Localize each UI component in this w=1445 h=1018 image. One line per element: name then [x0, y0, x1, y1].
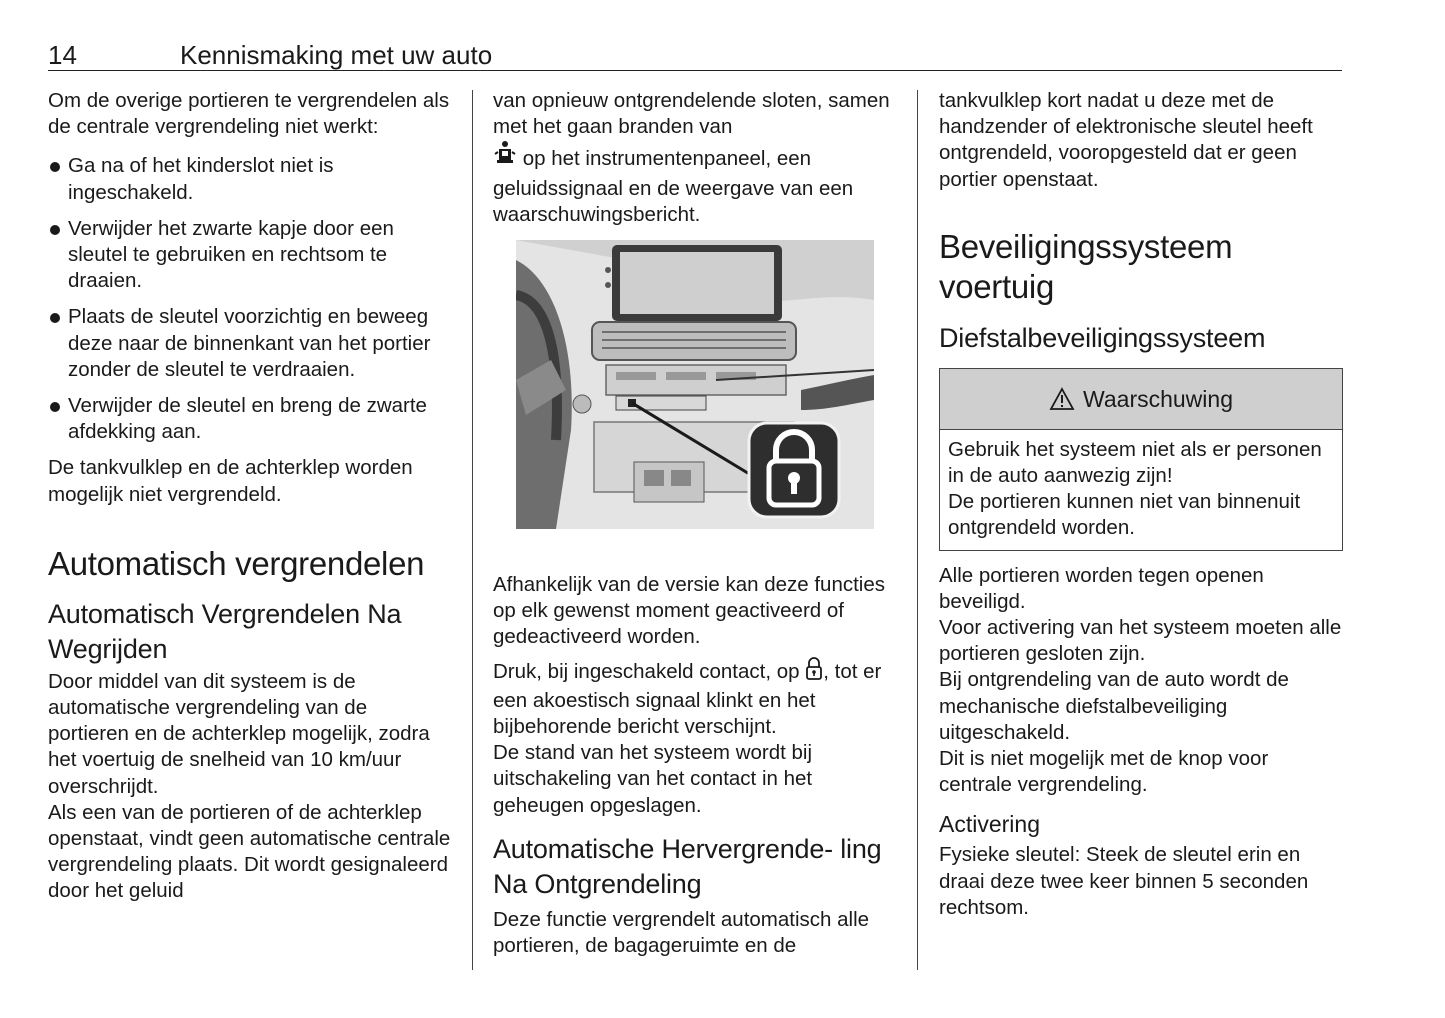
minor-heading: Activering [939, 811, 1040, 838]
warning-header [940, 369, 1342, 430]
list-item: Verwijder de sleutel en breng de zwarte afdekking aan. [48, 393, 453, 445]
intro-paragraph: Om de overige portieren te vergrendelen als de centrale vergrendeling niet werkt: [48, 89, 450, 139]
body-paragraph: Als een van de portieren of de achterklep openstaat, vindt geen automatische centrale vergrendeling plaats. Dit wordt gesignaleerd door het geluid [48, 800, 451, 903]
warning-body: Gebruik het systeem niet als er personen in de auto aanwezig zijn! De portieren kunnen niet van binnenuit ontgrendeld worden. [948, 437, 1322, 540]
warning-title: Waarschuwing [1083, 385, 1233, 412]
body-paragraph: Druk, bij ingeschakeld contact, op , tot er een akoestisch signaal klinkt en het bijbehorende bericht verschijnt. [493, 657, 893, 741]
body-paragraph: Fysieke sleutel: Steek de sleutel erin en draai deze twee keer binnen 5 seconden rechtsom. [939, 843, 1309, 919]
body-paragraph: De stand van het systeem wordt bij uitschakeling van het contact in het geheugen opgeslagen. [493, 741, 813, 817]
dashboard-illustration [516, 240, 874, 529]
body-paragraph: Dit is niet mogelijk met de knop voor centrale vergrendeling. [939, 747, 1269, 797]
body-paragraph: Bij ontgrendeling van de auto wordt de mechanische diefstalbeveiliging uitgeschakeld. [939, 668, 1289, 744]
column-3 [939, 88, 1343, 921]
section-heading: Beveiligingssysteem voertuig [939, 227, 1233, 305]
body-paragraph: Door middel van dit systeem is de automatische vergrendeling van de portieren en de achterklep mogelijk, zodra het voertuig de snelheid van 10 km/uur overschrijdt. [48, 669, 430, 798]
list-item: Plaats de sleutel voorzichtig en beweeg deze naar de binnenkant van het portier zonder de sleutel te verdraaien. [48, 304, 453, 383]
bullet-icon [50, 162, 60, 172]
warning-box [939, 368, 1343, 551]
bullet-icon [50, 225, 60, 235]
column-divider [917, 90, 918, 970]
body-paragraph: Voor activering van het systeem moeten alle portieren gesloten zijn. [939, 616, 1342, 666]
body-paragraph: tankvulklep kort nadat u deze met de handzender of elektronische sleutel heeft ontgrendeld, vooropgesteld dat er geen portier openstaat. [939, 89, 1313, 191]
subsection-heading: Automatische Hervergrende- ling Na Ontgrendeling [493, 833, 882, 899]
section-heading: Automatisch vergrendelen [48, 544, 425, 582]
list-item: Ga na of het kinderslot niet is ingeschakeld. [48, 153, 453, 205]
lock-button-icon [805, 657, 823, 688]
page-number: 14 [48, 40, 77, 70]
page-header [48, 36, 1342, 71]
body-paragraph: van opnieuw ontgrendelende sloten, samen met het gaan branden van op het instrumentenpaneel, een geluidssignaal en de weergave van een waarschuwingsbericht. [493, 89, 890, 226]
door-lock-warning-icon [493, 140, 517, 175]
page-title: Kennismaking met uw auto [180, 40, 493, 70]
bullet-icon [50, 313, 60, 323]
body-paragraph: Afhankelijk van de versie kan deze functies op elk gewenst moment geactiveerd of gedeactiveerd worden. [493, 573, 886, 649]
column-1 [48, 88, 453, 905]
bullet-icon [50, 402, 60, 412]
column-divider [472, 90, 473, 970]
body-paragraph: Deze functie vergrendelt automatisch alle portieren, de bagageruimte en de [493, 907, 870, 958]
warning-triangle-icon [1049, 387, 1075, 411]
subsection-heading: Diefstalbeveiligingssysteem [939, 322, 1266, 353]
bullet-list [48, 153, 453, 445]
body-paragraph: Alle portieren worden tegen openen beveiligd. [939, 563, 1264, 613]
column-2 [493, 88, 893, 959]
subsection-heading: Automatisch Vergrendelen Na Wegrijden [48, 598, 402, 664]
list-item: Verwijder het zwarte kapje door een sleutel te gebruiken en rechtsom te draaien. [48, 216, 453, 295]
note-paragraph: De tankvulklep en de achterklep worden mogelijk niet vergrendeld. [48, 456, 413, 506]
